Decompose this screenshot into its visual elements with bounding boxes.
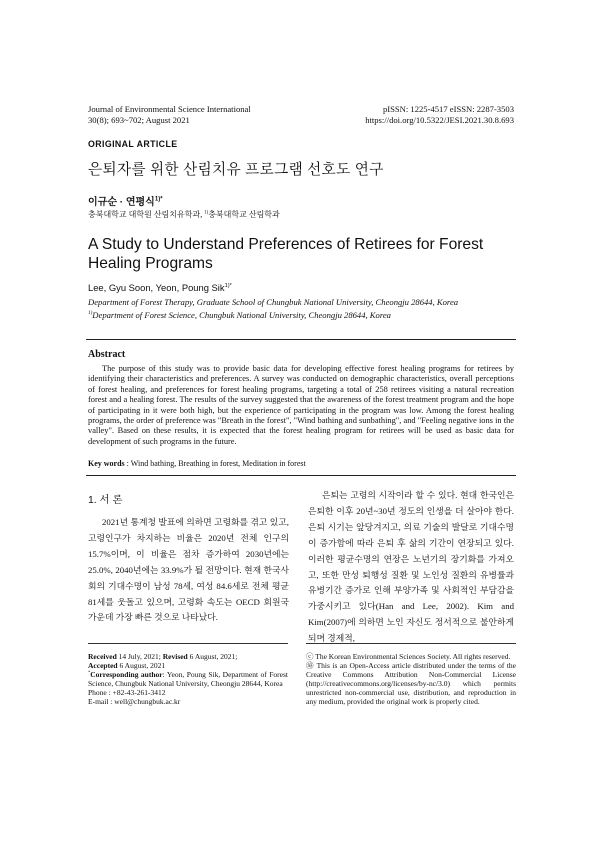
- journal-name: Journal of Environmental Science International: [88, 104, 251, 114]
- english-author-names: Lee, Gyu Soon, Yeon, Poung Sik: [88, 282, 225, 293]
- abstract-text: The purpose of this study was to provide basic data for developing effective forest healing programs for retirees by identifying their characteristics and preferences. A survey was conducted on demographic characteristics, overall perceptions of forest healing, and preferences for forest healing programs, targeting a total of 258 retirees visiting a natural recreation forest and a healing forest. The results of the survey suggested that the awareness of the forest treatment program and the hope of participating in it were both high, but the experience of participating in the program was low. Among the forest healing programs, the order of preference was "Breath in the forest", "Wind bathing and sunbathing", and "Feeling negative ions in the valley". Based on these results, it is expected that the forest healing program for retirees will be used as basic data for development of such programs in the future.: [88, 364, 514, 446]
- footnote-right: [306, 652, 516, 707]
- english-author-sup: 1)*: [224, 282, 232, 289]
- korean-author-sup: 1)*: [154, 196, 163, 203]
- keywords: [88, 459, 306, 468]
- received-label: Received: [88, 652, 117, 661]
- journal-header-right: [365, 104, 514, 126]
- abstract-body: [88, 364, 514, 447]
- received-line: [88, 652, 288, 661]
- abstract-top-rule: [86, 339, 516, 340]
- intro-paragraph-2: 은퇴는 고령의 시작이라 할 수 있다. 현대 한국인은 은퇴한 이후 20년~30년 정도의 인생을 더 살아야 한다. 은퇴 시기는 앞당겨지고, 의료 기술의 발달로 기대수명이 증가함에 따라 은퇴 후 삶의 기간이 연장되고 있다. 이러한 평균수명의 연장은 노년기의 장기화를 가져오고, 또한 만성 퇴행성 질환 및 노인성 질환의 유병률과 유병기간 증가로 인해 부양가족 및 사회적인 부담감을 가중시키고 있다(Han and Lee, 2002). Kim and Kim(2007)에 의하면 노인 자신도 정서적으로 불안하게 되며 경제적,: [308, 490, 514, 644]
- english-affiliations: [88, 296, 458, 321]
- footnote-rule-left: [88, 643, 288, 644]
- english-affil-2: Department of Forest Science, Chungbuk National University, Cheongju 28644, Korea: [92, 309, 391, 320]
- korean-affil-2: 충북대학교 산림학과: [208, 210, 280, 219]
- section-heading: 1. 서 론: [88, 495, 123, 506]
- doi-link[interactable]: https://doi.org/10.5322/JESI.2021.30.8.693: [365, 115, 514, 125]
- english-authors: [88, 282, 232, 293]
- keywords-label: Key words: [88, 459, 125, 468]
- footnote-left: [88, 652, 288, 707]
- received-date: 14 July, 2021;: [116, 652, 163, 661]
- copyright-notice: ⓒ The Korean Environmental Sciences Society. All rights reserved.: [306, 652, 511, 661]
- accepted-label: Accepted: [88, 661, 118, 671]
- issn: pISSN: 1225-4517 eISSN: 2287-3503: [382, 104, 514, 114]
- corr-text: : Yeon, Poung Sik, Department of Forest Science, Chungbuk National University, Cheongju 28644, Korea: [88, 670, 289, 689]
- body-column-right: [308, 488, 514, 647]
- footnote-rule-right: [306, 643, 516, 644]
- korean-affil-1: 충북대학교 대학원 산림치유학과,: [88, 210, 205, 219]
- korean-author-names: 이규순 · 연평식: [88, 197, 155, 208]
- korean-title: 은퇴자를 위한 산림치유 프로그램 선호도 연구: [88, 162, 384, 178]
- journal-volume: 30(8); 693~702; August 2021: [88, 115, 190, 125]
- english-affil-1: Department of Forest Therapy, Graduate School of Chungbuk National University, Cheongju 28644, Korea: [88, 297, 459, 307]
- english-title: A Study to Understand Preferences of Retirees for Forest Healing Programs: [88, 236, 484, 272]
- revised-label: Revised: [162, 652, 188, 661]
- corr-label: Corresponding author: [90, 670, 163, 680]
- korean-affiliations: [88, 209, 280, 220]
- abstract-heading: Abstract: [88, 349, 126, 360]
- journal-header-left: [88, 104, 251, 126]
- email[interactable]: E-mail : well@chungbuk.ac.kr: [88, 697, 181, 707]
- intro-paragraph-1: 2021년 통계청 발표에 의하면 고령화를 겪고 있고, 고령인구가 차지하는 비율은 2020년 전체 인구의 15.7%이며, 이 비율은 점차 증가하여 2030년에는 25.0%, 2040년에는 33.9%가 될 전망이다. 현재 한국사회의 기대수명이 남성 78세, 여성 84.6세로 전체 평균 81세를 웃돌고 있으며, 고령화 속도는 OECD 회원국 가운데 가장 빠른 것으로 나타났다.: [88, 517, 289, 623]
- revised-date: 6 August, 2021;: [187, 652, 238, 661]
- corresponding-line: [88, 670, 288, 688]
- keywords-text: : Wind bathing, Breathing in forest, Meditation in forest: [124, 459, 306, 468]
- accepted-date: 6 August, 2021: [117, 661, 166, 671]
- english-affil-2-line: [88, 309, 458, 322]
- accepted-line: [88, 661, 288, 670]
- body-column-left: [88, 515, 289, 626]
- article-type: ORIGINAL ARTICLE: [88, 139, 178, 149]
- english-affil-2-sup: 1): [88, 309, 93, 316]
- phone: Phone : +82-43-261-3412: [88, 688, 166, 698]
- korean-authors: [88, 193, 163, 208]
- korean-affil-sup: 1): [204, 210, 209, 216]
- abstract-bottom-rule: [86, 475, 516, 476]
- license-notice: ㉷ This is an Open-Access article distributed under the terms of the Creative Commons Attribution Non-Commercial License (http://creativecommons.org/licenses/by-nc/3.0) which permits unrestricted non-commercial use, distribution, and reproduction in any medium, provided the original work is properly cited.: [306, 661, 516, 707]
- corr-sup: *: [88, 669, 91, 675]
